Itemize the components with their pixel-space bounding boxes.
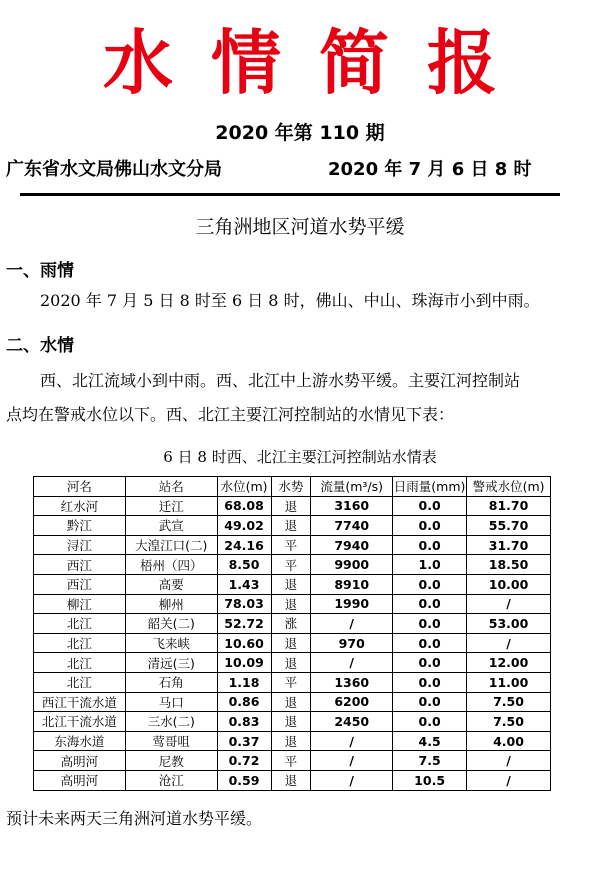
station-cell: 沧江 xyxy=(125,770,217,790)
header-flow: 流量(m³/s) xyxy=(311,477,393,497)
section-water-title: 二、水情 xyxy=(6,336,74,356)
trend-cell: 涨 xyxy=(271,614,311,634)
trend-cell: 退 xyxy=(271,712,311,732)
water-level-cell: 24.16 xyxy=(217,535,271,555)
warning-level-cell: / xyxy=(467,770,551,790)
warning-level-cell: 11.00 xyxy=(467,672,551,692)
warning-level-cell: 53.00 xyxy=(467,614,551,634)
table-row xyxy=(34,614,551,634)
flow-cell: / xyxy=(311,770,393,790)
river-cell: 红水河 xyxy=(34,496,126,516)
section-water-body-line2: 点均在警戒水位以下。西、北江主要江河控制站的水情见下表： xyxy=(6,405,455,424)
warning-level-cell: 12.00 xyxy=(467,653,551,673)
warning-level-cell: 10.00 xyxy=(467,574,551,594)
river-cell: 北江 xyxy=(34,653,126,673)
water-level-cell: 8.50 xyxy=(217,555,271,575)
flow-cell: 970 xyxy=(311,633,393,653)
river-cell: 北江 xyxy=(34,633,126,653)
table-caption: 6 日 8 时西、北江主要江河控制站水情表 xyxy=(163,448,437,466)
masthead-title: 水情简报 xyxy=(103,21,535,104)
warning-level-cell: / xyxy=(467,751,551,771)
station-cell: 大湟江口(二) xyxy=(125,535,217,555)
station-cell: 飞来峡 xyxy=(125,633,217,653)
daily-rain-cell: 0.0 xyxy=(393,614,467,634)
river-cell: 西江 xyxy=(34,574,126,594)
header-divider xyxy=(20,193,560,196)
daily-rain-cell: 0.0 xyxy=(393,496,467,516)
warning-level-cell: 81.70 xyxy=(467,496,551,516)
daily-rain-cell: 7.5 xyxy=(393,751,467,771)
table-row xyxy=(34,555,551,575)
trend-cell: 退 xyxy=(271,496,311,516)
section-rain-body: 2020 年 7 月 5 日 8 时至 6 日 8 时，佛山、中山、珠海市小到中雨。 xyxy=(40,291,540,310)
water-level-cell: 1.18 xyxy=(217,672,271,692)
header-water-level: 水位(m) xyxy=(217,477,271,497)
water-level-cell: 0.37 xyxy=(217,731,271,751)
water-level-cell: 0.72 xyxy=(217,751,271,771)
water-level-cell: 68.08 xyxy=(217,496,271,516)
daily-rain-cell: 0.0 xyxy=(393,692,467,712)
station-cell: 尼教 xyxy=(125,751,217,771)
station-cell: 武宣 xyxy=(125,516,217,536)
header-trend: 水势 xyxy=(271,477,311,497)
daily-rain-cell: 4.5 xyxy=(393,731,467,751)
table-row xyxy=(34,751,551,771)
table-row xyxy=(34,574,551,594)
header-river: 河名 xyxy=(34,477,126,497)
trend-cell: 平 xyxy=(271,751,311,771)
water-level-cell: 10.09 xyxy=(217,653,271,673)
trend-cell: 退 xyxy=(271,574,311,594)
flow-cell: 6200 xyxy=(311,692,393,712)
trend-cell: 平 xyxy=(271,535,311,555)
flow-cell: 9900 xyxy=(311,555,393,575)
river-cell: 北江 xyxy=(34,614,126,634)
table-row xyxy=(34,516,551,536)
river-cell: 柳江 xyxy=(34,594,126,614)
station-cell: 高要 xyxy=(125,574,217,594)
trend-cell: 退 xyxy=(271,770,311,790)
flow-cell: 1990 xyxy=(311,594,393,614)
warning-level-cell: 31.70 xyxy=(467,535,551,555)
station-cell: 石角 xyxy=(125,672,217,692)
daily-rain-cell: 1.0 xyxy=(393,555,467,575)
river-cell: 高明河 xyxy=(34,751,126,771)
trend-cell: 平 xyxy=(271,672,311,692)
station-cell: 柳州 xyxy=(125,594,217,614)
water-level-cell: 10.60 xyxy=(217,633,271,653)
river-cell: 北江 xyxy=(34,672,126,692)
station-cell: 三水(二) xyxy=(125,712,217,732)
trend-cell: 退 xyxy=(271,731,311,751)
flow-cell: / xyxy=(311,731,393,751)
table-row xyxy=(34,712,551,732)
headline: 三角洲地区河道水势平缓 xyxy=(195,216,405,238)
daily-rain-cell: 0.0 xyxy=(393,653,467,673)
flow-cell: 7940 xyxy=(311,535,393,555)
table-row xyxy=(34,692,551,712)
warning-level-cell: / xyxy=(467,633,551,653)
table-row xyxy=(34,535,551,555)
table-row xyxy=(34,770,551,790)
flow-cell: 7740 xyxy=(311,516,393,536)
table-row xyxy=(34,653,551,673)
water-level-cell: 0.59 xyxy=(217,770,271,790)
river-cell: 西江干流水道 xyxy=(34,692,126,712)
section-rain-title: 一、雨情 xyxy=(6,261,74,281)
daily-rain-cell: 0.0 xyxy=(393,633,467,653)
water-status-table xyxy=(33,476,551,791)
flow-cell: / xyxy=(311,751,393,771)
water-level-cell: 52.72 xyxy=(217,614,271,634)
station-cell: 马口 xyxy=(125,692,217,712)
river-cell: 北江干流水道 xyxy=(34,712,126,732)
trend-cell: 退 xyxy=(271,633,311,653)
river-cell: 高明河 xyxy=(34,770,126,790)
station-cell: 梧州（四） xyxy=(125,555,217,575)
daily-rain-cell: 0.0 xyxy=(393,712,467,732)
trend-cell: 退 xyxy=(271,516,311,536)
river-cell: 黔江 xyxy=(34,516,126,536)
river-cell: 东海水道 xyxy=(34,731,126,751)
water-level-cell: 1.43 xyxy=(217,574,271,594)
flow-cell: 3160 xyxy=(311,496,393,516)
station-cell: 迁江 xyxy=(125,496,217,516)
table-row xyxy=(34,731,551,751)
header-station: 站名 xyxy=(125,477,217,497)
station-cell: 莺哥咀 xyxy=(125,731,217,751)
table-row xyxy=(34,594,551,614)
issuing-organization: 广东省水文局佛山水文分局 xyxy=(6,159,222,180)
table-row xyxy=(34,496,551,516)
issue-date: 2020 年 7 月 6 日 8 时 xyxy=(328,159,532,180)
table-row xyxy=(34,633,551,653)
section-water-body-line1: 西、北江流域小到中雨。西、北江中上游水势平缓。主要江河控制站 xyxy=(40,371,521,390)
flow-cell: / xyxy=(311,653,393,673)
flow-cell: 2450 xyxy=(311,712,393,732)
daily-rain-cell: 0.0 xyxy=(393,594,467,614)
river-cell: 浔江 xyxy=(34,535,126,555)
trend-cell: 退 xyxy=(271,692,311,712)
trend-cell: 平 xyxy=(271,555,311,575)
table-header-row xyxy=(34,477,551,497)
warning-level-cell: 7.50 xyxy=(467,712,551,732)
water-level-cell: 49.02 xyxy=(217,516,271,536)
warning-level-cell: 7.50 xyxy=(467,692,551,712)
water-level-cell: 78.03 xyxy=(217,594,271,614)
river-cell: 西江 xyxy=(34,555,126,575)
header-daily-rain: 日雨量(mm) xyxy=(393,477,467,497)
warning-level-cell: 55.70 xyxy=(467,516,551,536)
warning-level-cell: 4.00 xyxy=(467,731,551,751)
daily-rain-cell: 0.0 xyxy=(393,574,467,594)
flow-cell: 1360 xyxy=(311,672,393,692)
flow-cell: 8910 xyxy=(311,574,393,594)
daily-rain-cell: 0.0 xyxy=(393,672,467,692)
station-cell: 清远(三) xyxy=(125,653,217,673)
trend-cell: 退 xyxy=(271,653,311,673)
daily-rain-cell: 0.0 xyxy=(393,516,467,536)
water-level-cell: 0.86 xyxy=(217,692,271,712)
water-level-cell: 0.83 xyxy=(217,712,271,732)
daily-rain-cell: 0.0 xyxy=(393,535,467,555)
warning-level-cell: / xyxy=(467,594,551,614)
table-row xyxy=(34,672,551,692)
warning-level-cell: 18.50 xyxy=(467,555,551,575)
flow-cell: / xyxy=(311,614,393,634)
issue-number: 2020 年第 110 期 xyxy=(215,122,385,144)
station-cell: 韶关(二) xyxy=(125,614,217,634)
daily-rain-cell: 10.5 xyxy=(393,770,467,790)
forecast-note: 预计未来两天三角洲河道水势平缓。 xyxy=(6,809,263,828)
trend-cell: 退 xyxy=(271,594,311,614)
header-warning-level: 警戒水位(m) xyxy=(467,477,551,497)
